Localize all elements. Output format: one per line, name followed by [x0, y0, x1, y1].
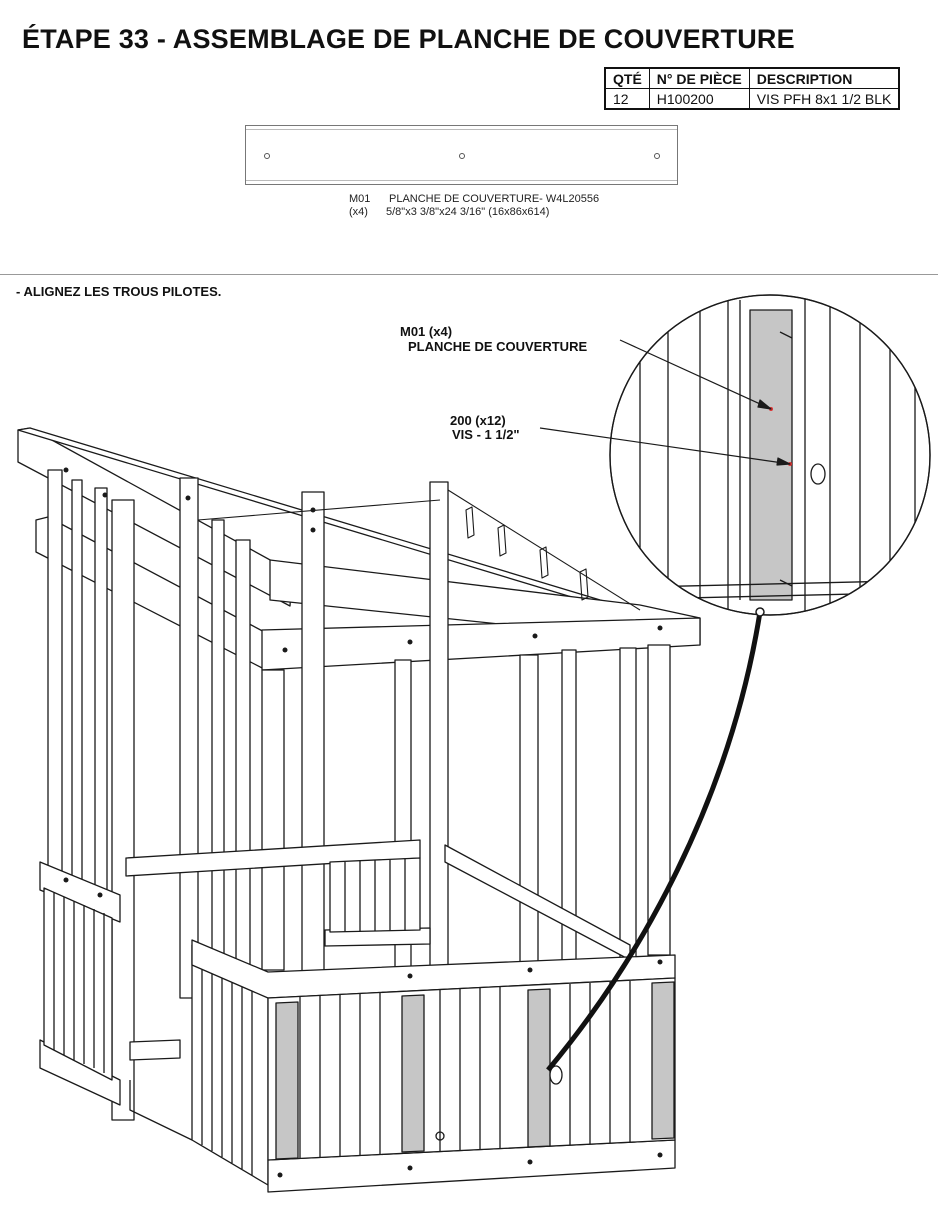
detail-view: [600, 280, 940, 640]
callout-screw-name: VIS - 1 1/2": [452, 427, 520, 442]
part-code: M01: [349, 193, 371, 205]
parts-table-cell-part-number: H100200: [649, 89, 749, 110]
part-qty: (x4): [349, 206, 368, 218]
page-title: ÉTAPE 33 - ASSEMBLAGE DE PLANCHE DE COUVERTURE: [22, 24, 795, 54]
back-siding: [330, 858, 420, 932]
cover-board: [402, 995, 424, 1152]
parts-table-header-description: DESCRIPTION: [749, 68, 899, 89]
callout-screw-qty: 200 (x12): [450, 413, 506, 428]
front-siding: [268, 978, 675, 1160]
part-name: PLANCHE DE COUVERTURE- W4L20556: [389, 193, 600, 205]
cover-board-detail: [750, 310, 792, 600]
parts-table-cell-qty: 12: [605, 89, 649, 110]
cover-board: [276, 1002, 298, 1159]
cover-board: [652, 982, 674, 1139]
front-wall-studs: [262, 482, 670, 972]
parts-table-header-part-number: N° DE PIÈCE: [649, 68, 749, 89]
parts-table-header-qty: QTÉ: [605, 68, 649, 89]
instruction-text: - ALIGNEZ LES TROUS PILOTES.: [16, 284, 222, 299]
detail-anchor-icon: [756, 608, 764, 616]
parts-table-cell-description: VIS PFH 8x1 1/2 BLK: [749, 89, 899, 110]
part-dimensions: 5/8"x3 3/8"x24 3/16" (16x86x614): [386, 206, 550, 218]
callout-board-qty: M01 (x4): [400, 324, 453, 339]
callout-board-name: PLANCHE DE COUVERTURE: [408, 339, 588, 354]
